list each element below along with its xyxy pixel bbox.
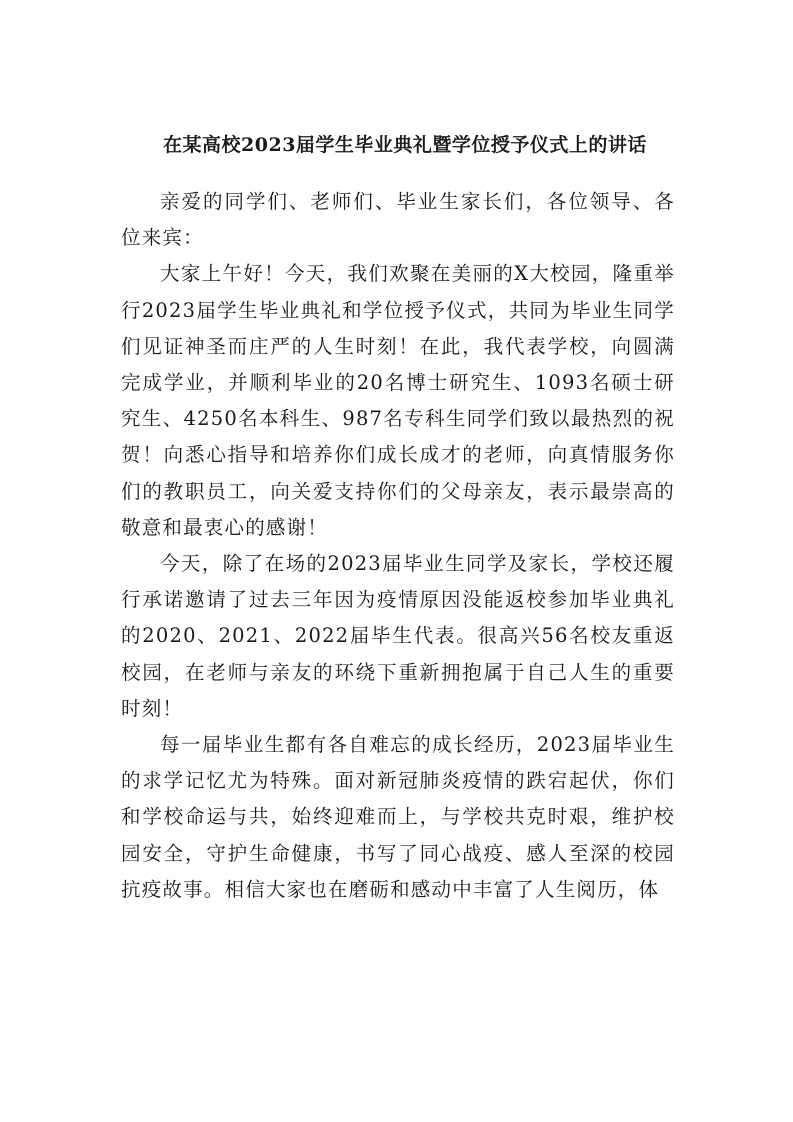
document-body: [121, 184, 675, 908]
paragraph-greeting: 亲爱的同学们、老师们、毕业生家长们，各位领导、各位来宾：: [121, 190, 675, 250]
document-title: 在某高校2023届学生毕业典礼暨学位授予仪式上的讲话: [163, 134, 647, 156]
paragraph-pandemic: 每一届毕业生都有各自难忘的成长经历，2023届毕业生的求学记忆尤为特殊。面对新冠肺炎疫情的跌宕起伏，你们和学校命运与共，始终迎难而上，与学校共克时艰，维护校园安全，守护生命健康，书写了同心战疫、感人至深的校园抗疫故事。相信大家也在磨砺和感动中丰富了人生阅历，体: [121, 733, 675, 901]
paragraph-congratulations: 大家上午好！今天，我们欢聚在美丽的X大校园，隆重举行2023届学生毕业典礼和学位授予仪式，共同为毕业生同学们见证神圣而庄严的人生时刻！在此，我代表学校，向圆满完成学业，并顺利毕业的20名博士研究生、1093名硕士研究生、4250名本科生、987名专科生同学们致以最热烈的祝贺！向悉心指导和培养你们成长成才的老师，向真情服务你们的教职员工，向关爱支持你们的父母亲友，表示最崇高的敬意和最衷心的感谢！: [121, 262, 675, 539]
paragraph-alumni: 今天，除了在场的2023届毕业生同学及家长，学校还履行承诺邀请了过去三年因为疫情原因没能返校参加毕业典礼的2020、2021、2022届毕生代表。很高兴56名校友重返校园，在老师与亲友的环绕下重新拥抱属于自己人生的重要时刻！: [121, 552, 675, 720]
